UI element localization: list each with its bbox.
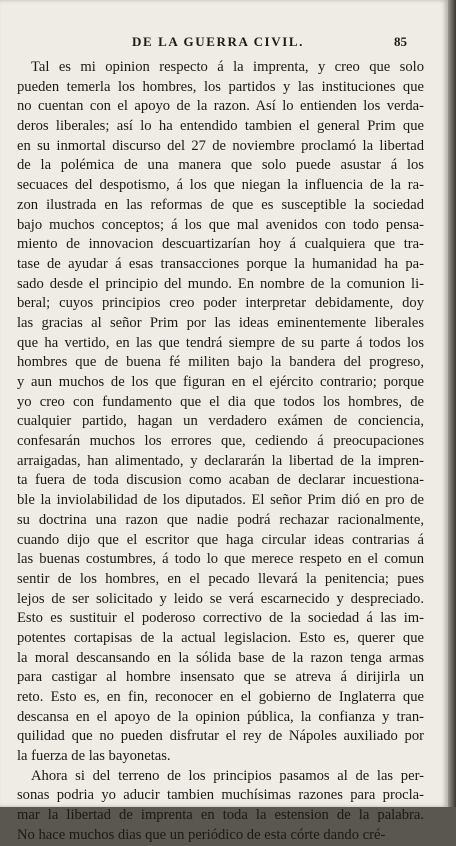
text-line: cuando dijo que el escritor que haga circular ideas contrarias á bbox=[17, 531, 424, 548]
text-line: de la polémica de una manera que solo puede asustar á los bbox=[17, 157, 424, 174]
text-line: sado desde el principio del mundo. En nombre de la comunion li- bbox=[17, 275, 424, 292]
text-line: zon ilustrada en las reformas de que es susceptible la sociedad bbox=[17, 196, 424, 213]
text-line: potentes cortapisas de la actual legislacion. Esto es, querer que bbox=[17, 629, 424, 646]
text-line: las buenas costumbres, á todo lo que merece respeto en el comun bbox=[17, 551, 424, 568]
page-edge-shadow bbox=[448, 0, 456, 807]
text-line: hombres que de buena fé militen bajo la bandera del progreso, bbox=[17, 354, 424, 371]
text-line: quilidad que no pueden disfrutar el rey de Nápoles auxiliado por bbox=[17, 728, 424, 745]
text-line: sentir de los hombres, en el pecado llevará la penitencia; pues bbox=[17, 570, 424, 587]
text-line: no cuentan con el apoyo de la razon. Así lo entienden los verda- bbox=[17, 98, 424, 115]
text-line: secuaces del despotismo, á los que niegan la influencia de la ra- bbox=[17, 177, 424, 194]
page-header bbox=[0, 34, 448, 50]
text-line: Tal es mi opinion respecto á la imprenta, y creo que solo bbox=[31, 59, 424, 75]
body-text bbox=[17, 58, 424, 846]
text-line: yo creo con fundamento que el dia que todos los hombres, de bbox=[17, 393, 424, 410]
running-title: DE LA GUERRA CIVIL. bbox=[132, 34, 304, 49]
text-line: la moral descansando en la sólida base de la razon tenga armas bbox=[17, 649, 424, 666]
text-line: que ha vertido, en las que tendrá siempre de su parte á todos los bbox=[17, 334, 424, 351]
text-line: reto. Esto es, en fin, reconocer en el gobierno de Inglaterra que bbox=[17, 689, 424, 705]
text-line: ble la inviolabilidad de los diputados. El señor Prim dió en pro de bbox=[17, 492, 424, 509]
text-line: su doctrina una razon que nadie podrá rechazar racionalmente, bbox=[17, 511, 424, 528]
paragraph bbox=[17, 58, 424, 767]
text-line: la fuerza de las bayonetas. bbox=[17, 748, 171, 765]
text-line: Ahora si del terreno de los principios pasamos al de las per- bbox=[31, 767, 424, 784]
text-line: Esto es sustituir el poderoso correctivo de la sociedad á las im- bbox=[17, 610, 424, 627]
text-line: descansa en el apoyo de la opinion pública, la confianza y tran- bbox=[17, 708, 424, 725]
paragraph bbox=[17, 767, 424, 846]
text-line: en su inmortal discurso del 27 de noviembre proclamó la libertad bbox=[17, 137, 424, 154]
text-line: pueden temerla los hombres, los partidos y las instituciones que bbox=[17, 78, 424, 95]
text-line: beral; cuyos principios creo poder interpretar debidamente, doy bbox=[17, 295, 424, 312]
text-line: confesarán muchos los errores que, cediendo á preocupaciones bbox=[17, 433, 424, 450]
text-line: deros liberales; así lo ha entendido tambien el general Prim que bbox=[17, 118, 424, 135]
text-line: bajo muchos conceptos; á los que mal avenidos con todo pensa- bbox=[17, 216, 424, 233]
text-line: ta fuera de toda discusion como acaban de declarar incuestiona- bbox=[17, 472, 424, 489]
text-line: mar la libertad de imprenta en toda la estension de la palabra. bbox=[17, 807, 424, 824]
text-line: tase de ayudar á esas transacciones porque la humanidad ha pa- bbox=[17, 255, 424, 272]
text-line: arraigadas, han alimentado, y declararán la libertad de la impren- bbox=[17, 452, 424, 469]
text-line: No hace muchos dias que un periódico de esta córte dando cré- bbox=[17, 826, 386, 843]
text-line: miento de innovacion descuartizarían hoy á cualquiera que tra- bbox=[17, 236, 424, 253]
page-number: 85 bbox=[394, 34, 407, 49]
text-line: lejos de ser solicitado y leido se verá escarnecido y despreciado. bbox=[17, 590, 424, 607]
text-line: para castigar al hombre insensato que se atreva á dirijirla un bbox=[17, 669, 424, 686]
text-line: y aun muchos de los que figuran en el ejército contrario; porque bbox=[17, 374, 424, 390]
text-line: las gracias al señor Prim por las ideas eminentemente liberales bbox=[17, 314, 424, 331]
text-line: cualquier partido, hagan un verdadero exámen de conciencia, bbox=[17, 413, 424, 430]
text-line: sonas podria yo aducir tambien muchísimas razones para procla- bbox=[17, 787, 424, 804]
